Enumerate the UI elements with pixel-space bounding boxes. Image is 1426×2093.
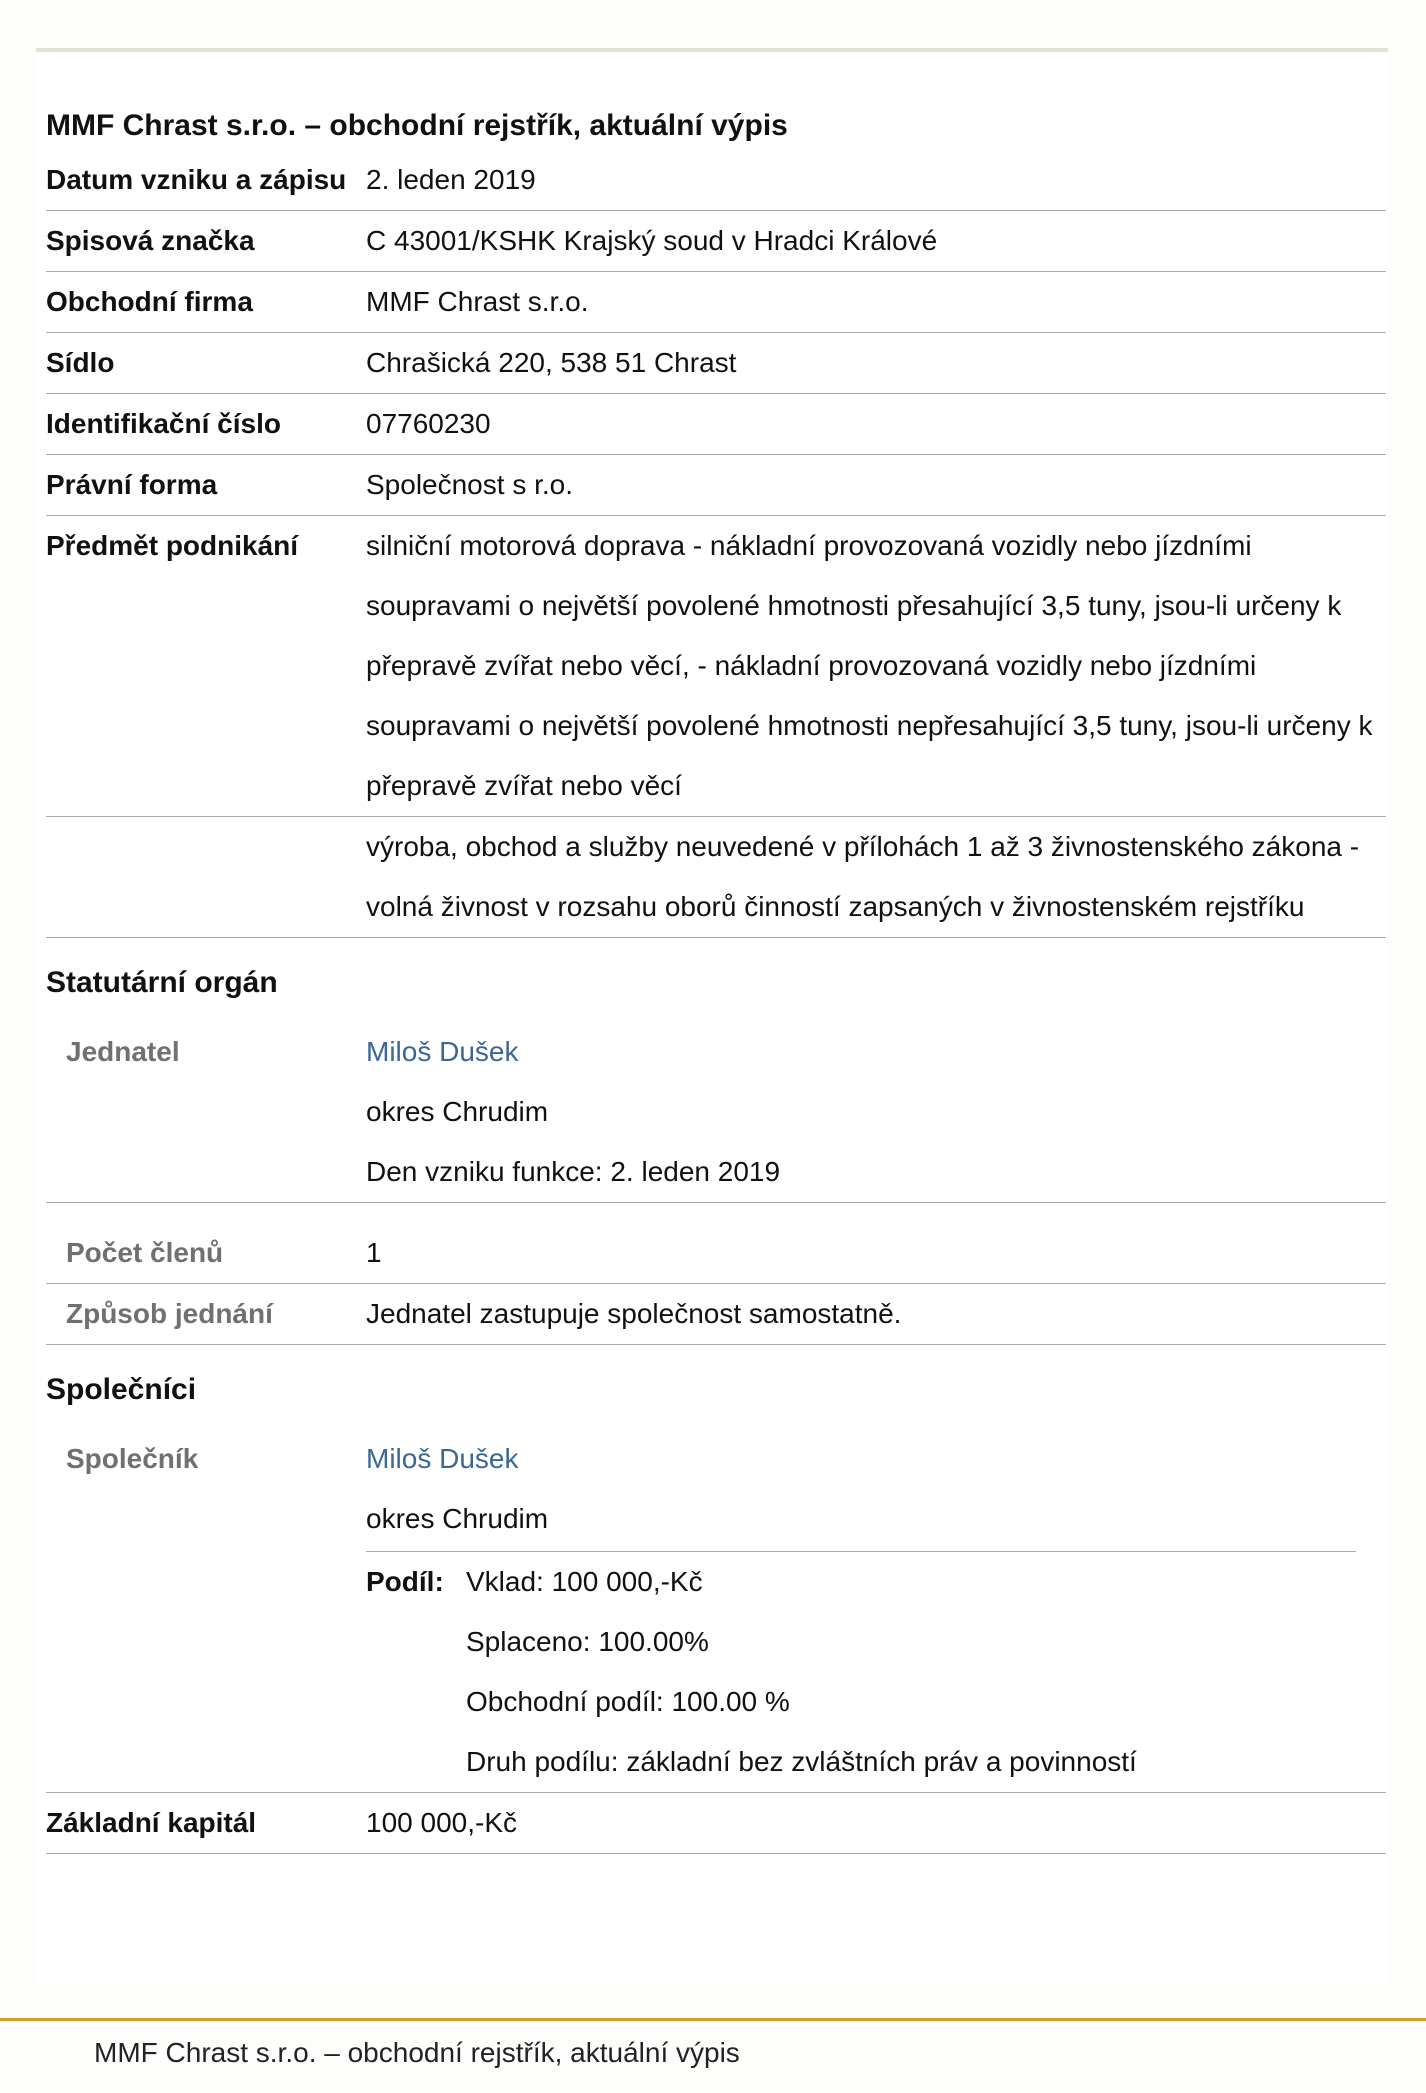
partner-district: okres Chrudim bbox=[366, 1503, 549, 1534]
row-value: silniční motorová doprava - nákladní provozovaná vozidly nebo jízdními soupravami o největší povolené hmotnosti přesahující 3,5 tuny, jsou-li určeny k přepravě zvířat nebo věcí, - nákladní provozovaná vozidly nebo jízdními soupravami o největší povolené hmotnosti nepřesahující 3,5 tuny, jsou-li určeny k přepravě zvířat nebo věcí bbox=[366, 516, 1386, 817]
row-value: Chrašická 220, 538 51 Chrast bbox=[366, 333, 1386, 394]
row-label: Spisová značka bbox=[46, 211, 366, 272]
partners-table bbox=[46, 1429, 1386, 1854]
row-predmet-podnikani bbox=[46, 516, 1386, 817]
row-label: Předmět podnikání bbox=[46, 516, 366, 817]
jednatel-name-link[interactable]: Miloš Dušek bbox=[366, 1036, 519, 1067]
spacer-row bbox=[46, 1203, 1386, 1224]
share-line-obchodni-podil: Obchodní podíl: 100.00 % bbox=[466, 1686, 790, 1717]
row-jednatel bbox=[46, 1022, 1386, 1203]
register-table bbox=[46, 150, 1386, 938]
partner-name-link[interactable]: Miloš Dušek bbox=[366, 1443, 519, 1474]
footer-text: MMF Chrast s.r.o. – obchodní rejstřík, aktuální výpis bbox=[94, 2037, 740, 2068]
jednatel-district: okres Chrudim bbox=[366, 1096, 549, 1127]
share-line-vklad: Vklad: 100 000,-Kč bbox=[466, 1566, 703, 1597]
row-label bbox=[46, 817, 366, 938]
row-value: MMF Chrast s.r.o. bbox=[366, 272, 1386, 333]
row-label: Datum vzniku a zápisu bbox=[46, 150, 366, 211]
jednatel-value bbox=[366, 1022, 1386, 1203]
row-sidlo bbox=[46, 333, 1386, 394]
register-card bbox=[36, 48, 1388, 1984]
row-value: 2. leden 2019 bbox=[366, 150, 1386, 211]
acting-label: Způsob jednání bbox=[46, 1284, 366, 1345]
members-label: Počet členů bbox=[46, 1223, 366, 1284]
acting-value: Jednatel zastupuje společnost samostatně. bbox=[366, 1284, 1386, 1345]
partner-value bbox=[366, 1429, 1386, 1793]
row-label: Sídlo bbox=[46, 333, 366, 394]
row-value: C 43001/KSHK Krajský soud v Hradci Králové bbox=[366, 211, 1386, 272]
row-zpusob-jednani bbox=[46, 1284, 1386, 1345]
row-value: výroba, obchod a služby neuvedené v přílohách 1 až 3 živnostenského zákona - volná živnost v rozsahu oborů činností zapsaných v živnostenském rejstříku bbox=[366, 817, 1386, 938]
row-spolecnik bbox=[46, 1429, 1386, 1793]
row-predmet-podnikani-2 bbox=[46, 817, 1386, 938]
partner-label: Společník bbox=[66, 1443, 199, 1474]
row-label: Identifikační číslo bbox=[46, 394, 366, 455]
statutory-table bbox=[46, 1022, 1386, 1345]
row-value: 07760230 bbox=[366, 394, 1386, 455]
share-line-druh: Druh podílu: základní bez zvláštních práv a povinností bbox=[466, 1746, 1137, 1777]
jednatel-since: Den vzniku funkce: 2. leden 2019 bbox=[366, 1156, 781, 1187]
row-spisova-znacka bbox=[46, 211, 1386, 272]
capital-value: 100 000,-Kč bbox=[366, 1793, 1386, 1854]
share-lines bbox=[466, 1552, 1137, 1792]
share-label: Podíl: bbox=[366, 1566, 444, 1597]
row-obchodni-firma bbox=[46, 272, 1386, 333]
share-block bbox=[366, 1551, 1356, 1792]
members-value: 1 bbox=[366, 1223, 1386, 1284]
footer bbox=[0, 2018, 1426, 2093]
page-title: MMF Chrast s.r.o. – obchodní rejstřík, aktuální výpis bbox=[46, 109, 788, 142]
jednatel-label: Jednatel bbox=[46, 1022, 366, 1203]
partners-heading: Společníci bbox=[46, 1373, 197, 1406]
row-pocet-clenu bbox=[46, 1223, 1386, 1284]
row-datum-vzniku bbox=[46, 150, 1386, 211]
capital-label: Základní kapitál bbox=[46, 1793, 366, 1854]
row-label: Obchodní firma bbox=[46, 272, 366, 333]
spacer bbox=[366, 1203, 1386, 1224]
row-ico bbox=[46, 394, 1386, 455]
share-line-splaceno: Splaceno: 100.00% bbox=[466, 1626, 709, 1657]
register-content bbox=[46, 52, 1386, 1854]
row-value: Společnost s r.o. bbox=[366, 455, 1386, 516]
row-pravni-forma bbox=[46, 455, 1386, 516]
statutory-heading: Statutární orgán bbox=[46, 966, 278, 999]
row-zakladni-kapital bbox=[46, 1793, 1386, 1854]
spacer bbox=[46, 1203, 366, 1224]
row-label: Právní forma bbox=[46, 455, 366, 516]
